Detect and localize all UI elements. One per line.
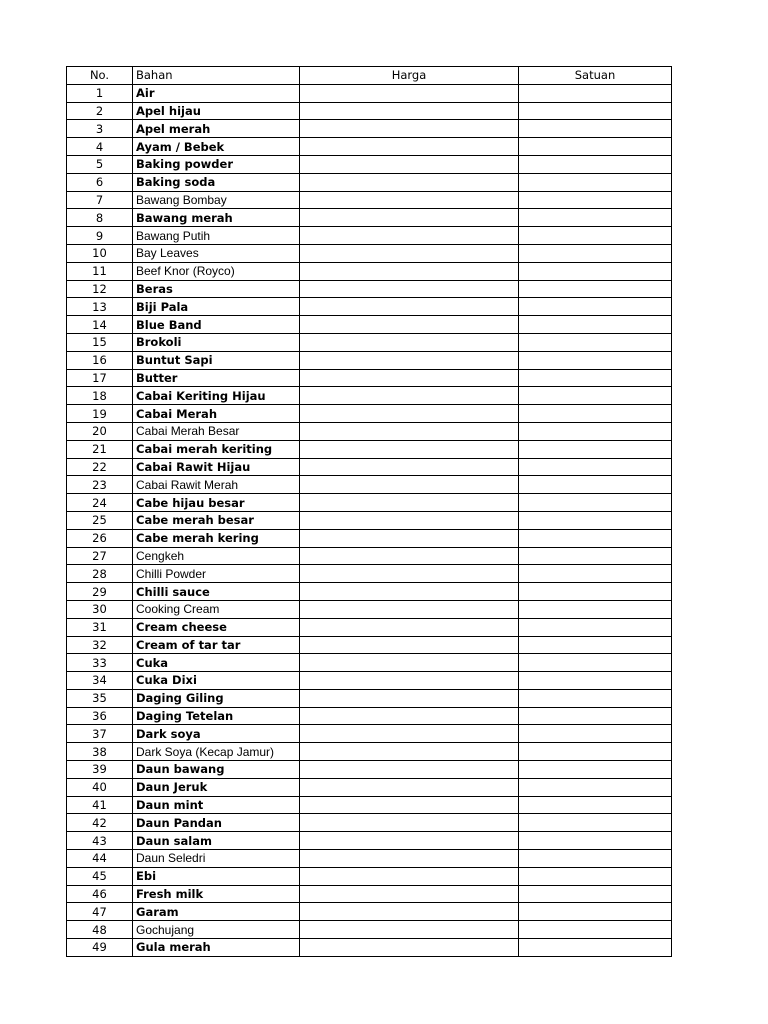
table-row [67, 440, 672, 458]
ingredient-name: Brokoli [133, 333, 300, 351]
table-row [67, 316, 672, 334]
table-row [67, 565, 672, 583]
row-number: 36 [67, 707, 133, 725]
satuan-cell[interactable] [519, 672, 672, 690]
row-number: 8 [67, 209, 133, 227]
ingredient-name: Cream of tar tar [133, 636, 300, 654]
harga-cell[interactable] [300, 547, 519, 565]
ingredient-name: Biji Pala [133, 298, 300, 316]
ingredient-name: Cabai Rawit Merah [133, 476, 300, 494]
row-number: 25 [67, 511, 133, 529]
table-row [67, 636, 672, 654]
table-row [67, 743, 672, 761]
ingredient-name: Baking soda [133, 173, 300, 191]
ingredient-name: Buntut Sapi [133, 351, 300, 369]
harga-cell[interactable] [300, 707, 519, 725]
row-number: 26 [67, 529, 133, 547]
ingredient-name: Apel merah [133, 120, 300, 138]
satuan-cell[interactable] [519, 84, 672, 102]
table-row [67, 458, 672, 476]
row-number: 27 [67, 547, 133, 565]
table-row [67, 333, 672, 351]
ingredient-name: Ayam / Bebek [133, 138, 300, 156]
ingredient-name: Bay Leaves [133, 244, 300, 262]
satuan-cell[interactable] [519, 778, 672, 796]
ingredient-name: Apel hijau [133, 102, 300, 120]
row-number: 46 [67, 885, 133, 903]
harga-cell[interactable] [300, 84, 519, 102]
ingredient-name: Baking powder [133, 155, 300, 173]
table-row [67, 351, 672, 369]
table-row [67, 494, 672, 512]
ingredient-name: Daging Tetelan [133, 707, 300, 725]
table-row [67, 672, 672, 690]
satuan-cell[interactable] [519, 565, 672, 583]
ingredient-name: Dark soya [133, 725, 300, 743]
satuan-cell[interactable] [519, 138, 672, 156]
table-row [67, 796, 672, 814]
ingredient-name: Cabai Merah Besar [133, 422, 300, 440]
row-number: 35 [67, 689, 133, 707]
row-number: 24 [67, 494, 133, 512]
satuan-cell[interactable] [519, 867, 672, 885]
ingredient-name: Daun Seledri [133, 850, 300, 868]
ingredient-table [66, 66, 672, 957]
harga-cell[interactable] [300, 832, 519, 850]
satuan-cell[interactable] [519, 814, 672, 832]
table-row [67, 405, 672, 423]
ingredient-name: Gula merah [133, 939, 300, 957]
row-number: 37 [67, 725, 133, 743]
row-number: 39 [67, 761, 133, 779]
row-number: 17 [67, 369, 133, 387]
ingredient-name: Bawang Putih [133, 227, 300, 245]
table-row [67, 298, 672, 316]
table-row [67, 476, 672, 494]
satuan-cell[interactable] [519, 351, 672, 369]
satuan-cell[interactable] [519, 921, 672, 939]
ingredient-name: Chilli Powder [133, 565, 300, 583]
ingredient-name: Fresh milk [133, 885, 300, 903]
harga-cell[interactable] [300, 476, 519, 494]
ingredient-name: Cabai Keriting Hijau [133, 387, 300, 405]
harga-cell[interactable] [300, 672, 519, 690]
table-row [67, 227, 672, 245]
ingredient-name: Ebi [133, 867, 300, 885]
table-row [67, 369, 672, 387]
row-number: 10 [67, 244, 133, 262]
harga-cell[interactable] [300, 351, 519, 369]
satuan-cell[interactable] [519, 227, 672, 245]
table-row [67, 138, 672, 156]
harga-cell[interactable] [300, 636, 519, 654]
row-number: 21 [67, 440, 133, 458]
satuan-cell[interactable] [519, 725, 672, 743]
row-number: 38 [67, 743, 133, 761]
table-body [67, 84, 672, 956]
harga-cell[interactable] [300, 689, 519, 707]
row-number: 1 [67, 84, 133, 102]
ingredient-name: Daun bawang [133, 761, 300, 779]
satuan-cell[interactable] [519, 173, 672, 191]
harga-cell[interactable] [300, 102, 519, 120]
satuan-cell[interactable] [519, 689, 672, 707]
satuan-cell[interactable] [519, 761, 672, 779]
row-number: 14 [67, 316, 133, 334]
table-row [67, 244, 672, 262]
satuan-cell[interactable] [519, 262, 672, 280]
row-number: 30 [67, 600, 133, 618]
harga-cell[interactable] [300, 903, 519, 921]
harga-cell[interactable] [300, 761, 519, 779]
satuan-cell[interactable] [519, 707, 672, 725]
ingredient-name: Daging Giling [133, 689, 300, 707]
satuan-cell[interactable] [519, 529, 672, 547]
satuan-cell[interactable] [519, 494, 672, 512]
ingredient-name: Dark Soya (Kecap Jamur) [133, 743, 300, 761]
satuan-cell[interactable] [519, 387, 672, 405]
table-row [67, 903, 672, 921]
table-row [67, 761, 672, 779]
row-number: 42 [67, 814, 133, 832]
ingredient-name: Cabai Merah [133, 405, 300, 423]
harga-cell[interactable] [300, 494, 519, 512]
satuan-cell[interactable] [519, 458, 672, 476]
harga-cell[interactable] [300, 885, 519, 903]
ingredient-name: Daun Jeruk [133, 778, 300, 796]
ingredient-name: Cabe merah kering [133, 529, 300, 547]
row-number: 33 [67, 654, 133, 672]
ingredient-name: Gochujang [133, 921, 300, 939]
table-row [67, 262, 672, 280]
ingredient-name: Garam [133, 903, 300, 921]
row-number: 15 [67, 333, 133, 351]
harga-cell[interactable] [300, 262, 519, 280]
satuan-cell[interactable] [519, 422, 672, 440]
ingredient-name: Bawang Bombay [133, 191, 300, 209]
harga-cell[interactable] [300, 743, 519, 761]
satuan-cell[interactable] [519, 743, 672, 761]
row-number: 4 [67, 138, 133, 156]
row-number: 13 [67, 298, 133, 316]
ingredient-name: Daun mint [133, 796, 300, 814]
harga-cell[interactable] [300, 369, 519, 387]
row-number: 7 [67, 191, 133, 209]
harga-cell[interactable] [300, 422, 519, 440]
ingredient-name: Cooking Cream [133, 600, 300, 618]
table-row [67, 155, 672, 173]
row-number: 44 [67, 850, 133, 868]
harga-cell[interactable] [300, 618, 519, 636]
row-number: 2 [67, 102, 133, 120]
satuan-cell[interactable] [519, 440, 672, 458]
ingredient-name: Cabai merah keriting [133, 440, 300, 458]
harga-cell[interactable] [300, 316, 519, 334]
ingredient-name: Air [133, 84, 300, 102]
row-number: 45 [67, 867, 133, 885]
harga-cell[interactable] [300, 600, 519, 618]
harga-cell[interactable] [300, 850, 519, 868]
table-row [67, 654, 672, 672]
harga-cell[interactable] [300, 209, 519, 227]
harga-cell[interactable] [300, 654, 519, 672]
table-row [67, 725, 672, 743]
harga-cell[interactable] [300, 227, 519, 245]
table-row [67, 850, 672, 868]
harga-cell[interactable] [300, 458, 519, 476]
satuan-cell[interactable] [519, 405, 672, 423]
table-row [67, 583, 672, 601]
harga-cell[interactable] [300, 583, 519, 601]
harga-cell[interactable] [300, 796, 519, 814]
row-number: 22 [67, 458, 133, 476]
row-number: 16 [67, 351, 133, 369]
harga-cell[interactable] [300, 191, 519, 209]
header-harga: Harga [300, 67, 519, 85]
ingredient-name: Butter [133, 369, 300, 387]
table-row [67, 102, 672, 120]
table-row [67, 832, 672, 850]
satuan-cell[interactable] [519, 333, 672, 351]
harga-cell[interactable] [300, 120, 519, 138]
ingredient-name: Chilli sauce [133, 583, 300, 601]
harga-cell[interactable] [300, 814, 519, 832]
table-row [67, 939, 672, 957]
satuan-cell[interactable] [519, 209, 672, 227]
ingredient-name: Cengkeh [133, 547, 300, 565]
row-number: 31 [67, 618, 133, 636]
ingredient-name: Bawang merah [133, 209, 300, 227]
harga-cell[interactable] [300, 778, 519, 796]
table-row [67, 885, 672, 903]
harga-cell[interactable] [300, 939, 519, 957]
row-number: 6 [67, 173, 133, 191]
ingredient-name: Daun salam [133, 832, 300, 850]
satuan-cell[interactable] [519, 636, 672, 654]
table-row [67, 387, 672, 405]
row-number: 28 [67, 565, 133, 583]
satuan-cell[interactable] [519, 298, 672, 316]
satuan-cell[interactable] [519, 600, 672, 618]
header-bahan: Bahan [133, 67, 300, 85]
harga-cell[interactable] [300, 173, 519, 191]
satuan-cell[interactable] [519, 244, 672, 262]
row-number: 43 [67, 832, 133, 850]
harga-cell[interactable] [300, 155, 519, 173]
row-number: 11 [67, 262, 133, 280]
row-number: 40 [67, 778, 133, 796]
satuan-cell[interactable] [519, 547, 672, 565]
satuan-cell[interactable] [519, 583, 672, 601]
table-row [67, 618, 672, 636]
header-satuan: Satuan [519, 67, 672, 85]
harga-cell[interactable] [300, 921, 519, 939]
table-row [67, 173, 672, 191]
harga-cell[interactable] [300, 440, 519, 458]
table-row [67, 814, 672, 832]
table-row [67, 547, 672, 565]
harga-cell[interactable] [300, 511, 519, 529]
harga-cell[interactable] [300, 333, 519, 351]
harga-cell[interactable] [300, 138, 519, 156]
satuan-cell[interactable] [519, 280, 672, 298]
ingredient-name: Cream cheese [133, 618, 300, 636]
ingredient-name: Cuka Dixi [133, 672, 300, 690]
satuan-cell[interactable] [519, 618, 672, 636]
row-number: 3 [67, 120, 133, 138]
table-row [67, 191, 672, 209]
satuan-cell[interactable] [519, 476, 672, 494]
satuan-cell[interactable] [519, 654, 672, 672]
ingredient-name: Beras [133, 280, 300, 298]
row-number: 41 [67, 796, 133, 814]
table-row [67, 120, 672, 138]
row-number: 20 [67, 422, 133, 440]
row-number: 9 [67, 227, 133, 245]
ingredient-name: Blue Band [133, 316, 300, 334]
table-row [67, 280, 672, 298]
table-row [67, 778, 672, 796]
table-row [67, 529, 672, 547]
harga-cell[interactable] [300, 244, 519, 262]
row-number: 12 [67, 280, 133, 298]
header-no: No. [67, 67, 133, 85]
harga-cell[interactable] [300, 387, 519, 405]
ingredient-name: Cabai Rawit Hijau [133, 458, 300, 476]
row-number: 47 [67, 903, 133, 921]
ingredient-name: Beef Knor (Royco) [133, 262, 300, 280]
harga-cell[interactable] [300, 725, 519, 743]
ingredient-name: Cabe merah besar [133, 511, 300, 529]
header-row [67, 67, 672, 85]
harga-cell[interactable] [300, 280, 519, 298]
row-number: 23 [67, 476, 133, 494]
row-number: 5 [67, 155, 133, 173]
satuan-cell[interactable] [519, 120, 672, 138]
satuan-cell[interactable] [519, 832, 672, 850]
row-number: 18 [67, 387, 133, 405]
table-row [67, 707, 672, 725]
table-row [67, 511, 672, 529]
table-row [67, 84, 672, 102]
satuan-cell[interactable] [519, 903, 672, 921]
row-number: 48 [67, 921, 133, 939]
row-number: 49 [67, 939, 133, 957]
satuan-cell[interactable] [519, 511, 672, 529]
satuan-cell[interactable] [519, 369, 672, 387]
satuan-cell[interactable] [519, 316, 672, 334]
ingredient-name: Daun Pandan [133, 814, 300, 832]
harga-cell[interactable] [300, 529, 519, 547]
table-row [67, 689, 672, 707]
satuan-cell[interactable] [519, 155, 672, 173]
satuan-cell[interactable] [519, 885, 672, 903]
satuan-cell[interactable] [519, 191, 672, 209]
harga-cell[interactable] [300, 405, 519, 423]
ingredient-name: Cuka [133, 654, 300, 672]
ingredient-name: Cabe hijau besar [133, 494, 300, 512]
row-number: 19 [67, 405, 133, 423]
table-row [67, 600, 672, 618]
harga-cell[interactable] [300, 298, 519, 316]
satuan-cell[interactable] [519, 939, 672, 957]
row-number: 34 [67, 672, 133, 690]
harga-cell[interactable] [300, 565, 519, 583]
table-row [67, 422, 672, 440]
satuan-cell[interactable] [519, 850, 672, 868]
table-row [67, 921, 672, 939]
table-row [67, 867, 672, 885]
row-number: 32 [67, 636, 133, 654]
satuan-cell[interactable] [519, 796, 672, 814]
satuan-cell[interactable] [519, 102, 672, 120]
row-number: 29 [67, 583, 133, 601]
harga-cell[interactable] [300, 867, 519, 885]
table-row [67, 209, 672, 227]
